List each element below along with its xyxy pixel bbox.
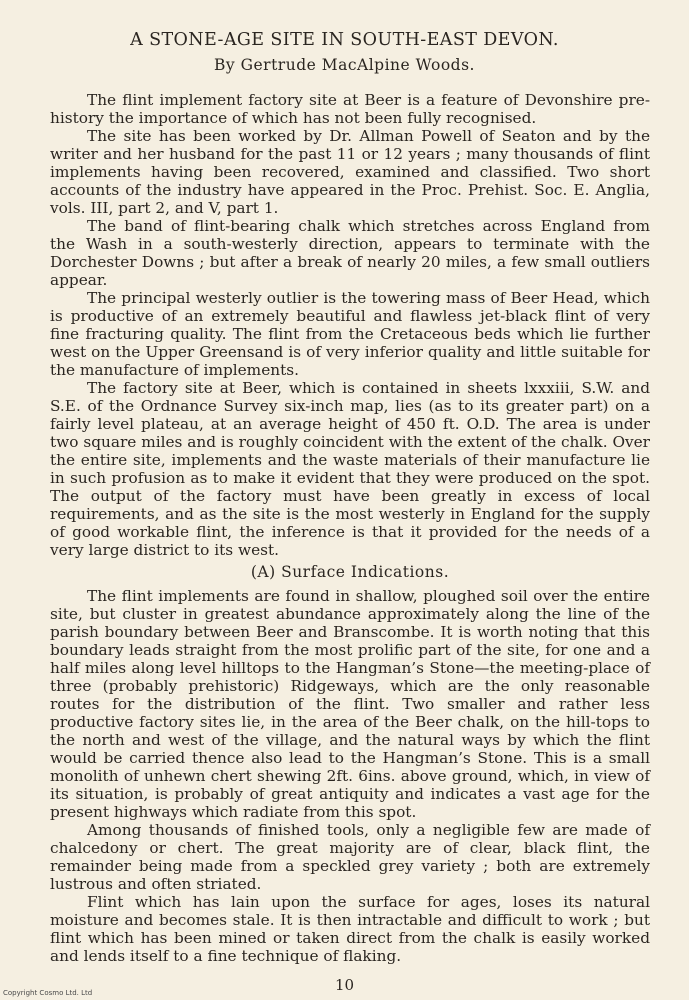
paragraph: The flint implement factory site at Beer is a feature of Devonshire pre-history the importance of which has not been fully recognised.	[50, 91, 650, 127]
page-number: 10	[334, 976, 355, 994]
article-body	[50, 91, 650, 965]
author-byline: By Gertrude MacAlpine Woods.	[214, 56, 475, 74]
paragraph: The site has been worked by Dr. Allman Powell of Seaton and by the writer and her husband for the past 11 or 12 years ; many thousands of flint implements having been recovered, examined and classified. Two short accounts of the industry have appeared in the Proc. Prehist. Soc. E. Anglia, vols. III, part 2, and V, part 1.	[50, 127, 650, 217]
paragraph: The flint implements are found in shallow, ploughed soil over the entire site, but cluster in greatest abundance approximately along the line of the parish boundary between Beer and Branscombe. It is worth noting that this boundary leads straight from the most prolific part of the site, for one and a half miles along level hilltops to the Hangman’s Stone—the meeting-place of three (probably prehistoric) Ridgeways, which are the only reasonable routes for the distribution of the flint. Two smaller and rather less productive factory sites lie, in the area of the Beer chalk, on the hill-tops to the north and west of the village, and the natural ways by which the flint would be carried thence also lead to the Hangman’s Stone. This is a small monolith of unhewn chert shewing 2ft. 6ins. above ground, which, in view of its situation, is probably of great antiquity and indicates a vast age for the present highways which radiate from this spot.	[50, 587, 650, 821]
paragraph: Flint which has lain upon the surface for ages, loses its natural moisture and becomes stale. It is then intractable and difficult to work ; but flint which has been mined or taken direct from the chalk is easily worked and lends itself to a fine technique of flaking.	[50, 893, 650, 965]
paragraph: The principal westerly outlier is the towering mass of Beer Head, which is productive of an extremely beautiful and flawless jet-black flint of very fine fracturing quality. The flint from the Cretaceous beds which lie further west on the Upper Greensand is of very inferior quality and little suitable for the manufacture of implements.	[50, 289, 650, 379]
paragraph: The band of flint-bearing chalk which stretches across England from the Wash in a south-westerly direction, appears to terminate with the Dorchester Downs ; but after a break of nearly 20 miles, a few small outliers appear.	[50, 217, 650, 289]
copyright-watermark: Copyright Cosmo Ltd. Ltd	[3, 989, 93, 997]
paragraph: Among thousands of finished tools, only a negligible few are made of chalcedony or chert. The great majority are of clear, black flint, the remainder being made from a speckled grey variety ; both are extremely lustrous and often striated.	[50, 821, 650, 893]
section-heading: (A) Surface Indications.	[250, 563, 450, 581]
article-title: A STONE-AGE SITE IN SOUTH-EAST DEVON.	[130, 30, 559, 50]
paragraph: The factory site at Beer, which is contained in sheets lxxxiii, S.W. and S.E. of the Ordnance Survey six-inch map, lies (as to its greater part) on a fairly level plateau, at an average height of 450 ft. O.D. The area is under two square miles and is roughly coincident with the extent of the chalk. Over the entire site, implements and the waste materials of their manufacture lie in such profusion as to make it evident that they were produced on the spot. The output of the factory must have been greatly in excess of local requirements, and as the site is the most westerly in England for the supply of good workable flint, the inference is that it provided for the needs of a very large district to its west.	[50, 379, 650, 559]
